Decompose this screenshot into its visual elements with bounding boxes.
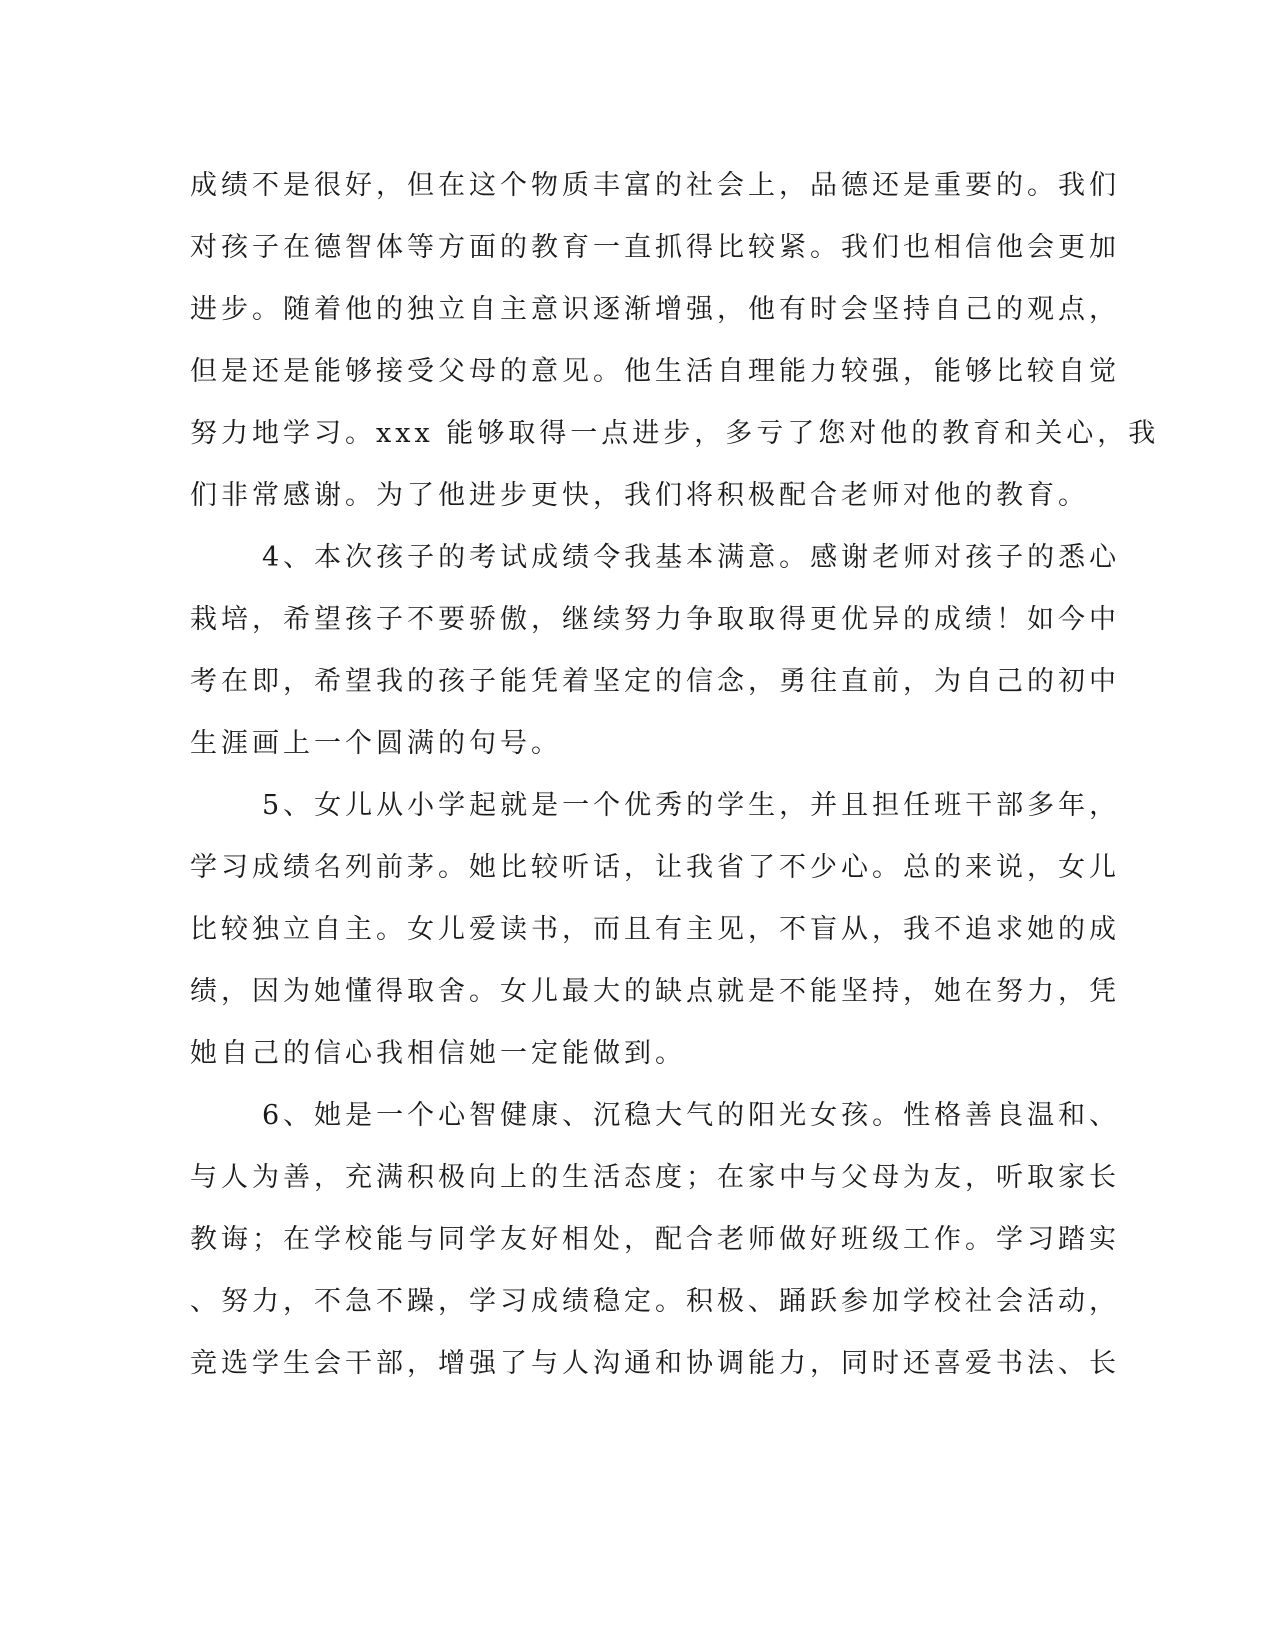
text-line: 成绩不是很好，但在这个物质丰富的社会上，品德还是重要的。我们 [190, 170, 1120, 201]
text-line: 进步。随着他的独立自主意识逐渐增强，他有时会坚持自己的观点， [190, 294, 1120, 325]
paragraph-start-4: 4、本次孩子的考试成绩令我基本满意。感谢老师对孩子的悉心 [262, 542, 1121, 573]
paragraph-start-5: 5、女儿从小学起就是一个优秀的学生，并且担任班干部多年， [262, 790, 1121, 821]
text-line: 她自己的信心我相信她一定能做到。 [190, 1038, 686, 1069]
text-line: 栽培，希望孩子不要骄傲，继续努力争取取得更优异的成绩！如今中 [190, 604, 1120, 635]
text-line: 但是还是能够接受父母的意见。他生活自理能力较强，能够比较自觉 [190, 356, 1120, 387]
document-body [190, 155, 1160, 1395]
paragraph-start-6: 6、她是一个心智健康、沉稳大气的阳光女孩。性格善良温和、 [262, 1100, 1121, 1131]
text-line: 绩，因为她懂得取舍。女儿最大的缺点就是不能坚持，她在努力，凭 [190, 976, 1120, 1007]
text-line: 、努力，不急不躁，学习成绩稳定。积极、踊跃参加学校社会活动， [190, 1286, 1120, 1317]
text-line: 们非常感谢。为了他进步更快，我们将积极配合老师对他的教育。 [190, 480, 1089, 511]
text-line: 竞选学生会干部，增强了与人沟通和协调能力，同时还喜爱书法、长 [190, 1348, 1120, 1379]
text-line: 对孩子在德智体等方面的教育一直抓得比较紧。我们也相信他会更加 [190, 232, 1120, 263]
text-line: 与人为善，充满积极向上的生活态度；在家中与父母为友，听取家长 [190, 1162, 1120, 1193]
text-line: 比较独立自主。女儿爱读书，而且有主见，不盲从，我不追求她的成 [190, 914, 1120, 945]
text-line: 考在即，希望我的孩子能凭着坚定的信念，勇往直前，为自己的初中 [190, 666, 1120, 697]
text-line: 努力地学习。xxx 能够取得一点进步，多亏了您对他的教育和关心，我 [190, 418, 1160, 449]
text-line: 教诲；在学校能与同学友好相处，配合老师做好班级工作。学习踏实 [190, 1224, 1120, 1255]
text-line: 生涯画上一个圆满的句号。 [190, 728, 562, 759]
text-line: 学习成绩名列前茅。她比较听话，让我省了不少心。总的来说，女儿 [190, 852, 1120, 883]
